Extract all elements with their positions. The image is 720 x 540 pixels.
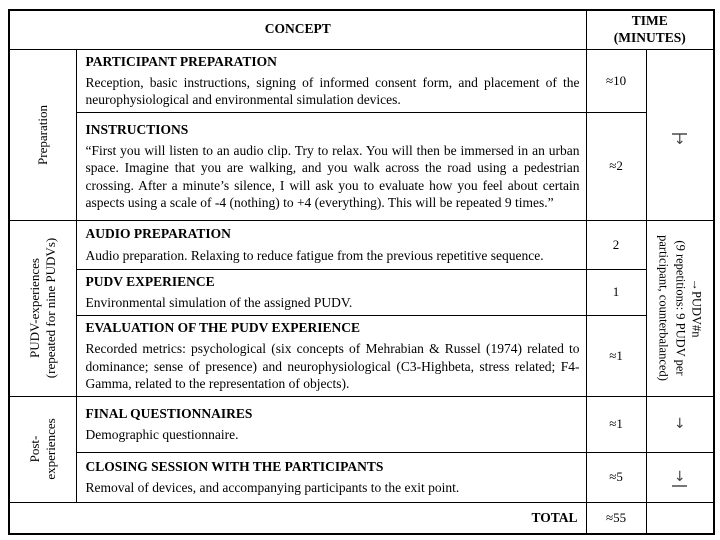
row-description: Removal of devices, and accompanying participants to the exit point.: [85, 480, 460, 495]
protocol-table: [8, 9, 715, 535]
row-description: Reception, basic instructions, signing of informed consent form, and placement of the neurophysiological and environmental simulation devices.: [85, 74, 580, 108]
header-row: [9, 10, 714, 49]
row-title: PARTICIPANT PREPARATION: [85, 53, 277, 69]
flow-cell-closing-session: [646, 452, 714, 502]
concept-cell-pudv-experience: [76, 269, 586, 315]
row-description: Environmental simulation of the assigned PUDV.: [85, 295, 353, 311]
down-arrow-to-bar-icon: ↓: [673, 468, 686, 485]
concept-cell-instructions: [76, 112, 586, 220]
row-closing-session: [9, 452, 714, 502]
section-label-line: experiences: [42, 418, 58, 480]
concept-cell-audio-preparation: [76, 220, 586, 269]
row-audio-preparation: [9, 220, 714, 269]
row-title: AUDIO PREPARATION: [85, 226, 231, 242]
flow-cell-preparation: [646, 49, 714, 220]
time-header-line2: (MINUTES): [613, 29, 686, 45]
concept-cell-evaluation: [76, 315, 586, 396]
flow-cell-final-questionnaires: [646, 396, 714, 452]
row-final-questionnaires: [9, 396, 714, 452]
row-description: Recorded metrics: psychological (six concepts of Mehrabian & Russel (1974) related to dominance; sense of presence) and neurophysiological (C3-Highbeta, stress related; F4-Gamma, related to the representation of objects).: [85, 341, 580, 392]
pudv-note-title: →PUDV#n: [689, 278, 704, 338]
time-value-closing-session: ≈5: [586, 452, 646, 502]
down-arrow-icon: ↓: [673, 416, 686, 433]
concept-cell-participant-preparation: [76, 49, 586, 112]
total-label: TOTAL: [9, 502, 586, 534]
time-value-instructions: ≈2: [586, 112, 646, 220]
pudv-note-detail: (9 repetitions: 9 PUDV per participant, counterbalanced): [656, 235, 687, 382]
time-value-audio-preparation: 2: [586, 220, 646, 269]
row-description: “First you will listen to an audio clip. Try to relax. You will then be immersed in an urban space. Imagine that you are walking, and you walk across the road using a pedestrian crossing. After a minute’s silence, I will ask you to evaluate how you feel about certain aspects using a scale of -4 (nothing) to +4 (everything). This will be repeated 9 times.”: [85, 142, 580, 211]
concept-header-label: CONCEPT: [264, 21, 331, 37]
section-label-line: Preparation: [34, 104, 50, 165]
section-label-preparation: [9, 49, 76, 220]
row-title: EVALUATION OF THE PUDV EXPERIENCE: [85, 319, 361, 335]
row-description: Demographic questionnaire.: [85, 427, 239, 442]
time-header-line1: TIME: [631, 12, 668, 28]
row-title: PUDV EXPERIENCE: [85, 273, 215, 289]
down-arrow-from-bar-icon: ↓: [673, 132, 686, 149]
section-label-line: (repeated for nine PUDVs): [42, 238, 58, 379]
concept-cell-closing-session: [76, 452, 586, 502]
row-description: Audio preparation. Relaxing to reduce fatigue from the previous repetitive sequence.: [85, 247, 544, 263]
row-instructions: [9, 112, 714, 220]
section-label-post-experiences: [9, 396, 76, 502]
flow-note-pudv-repetitions: [646, 220, 714, 396]
section-label-pudv-experiences: [9, 220, 76, 396]
row-pudv-experience: [9, 269, 714, 315]
time-column-header: [586, 10, 714, 49]
row-participant-preparation: [9, 49, 714, 112]
time-value-pudv-experience: 1: [586, 269, 646, 315]
time-value-participant-preparation: ≈10: [586, 49, 646, 112]
section-label-line: Post-: [26, 435, 42, 463]
row-title: INSTRUCTIONS: [85, 121, 189, 137]
total-flow-cell-empty: [646, 502, 714, 534]
total-time-value: ≈55: [586, 502, 646, 534]
row-evaluation: [9, 315, 714, 396]
concept-cell-final-questionnaires: [76, 396, 586, 452]
row-title: FINAL QUESTIONNAIRES: [85, 405, 253, 421]
row-title: CLOSING SESSION WITH THE PARTICIPANTS: [85, 458, 384, 474]
time-value-evaluation: ≈1: [586, 315, 646, 396]
total-row: [9, 502, 714, 534]
section-label-line: PUDV-experiences: [26, 258, 42, 359]
concept-column-header: [9, 10, 586, 49]
time-value-final-questionnaires: ≈1: [586, 396, 646, 452]
